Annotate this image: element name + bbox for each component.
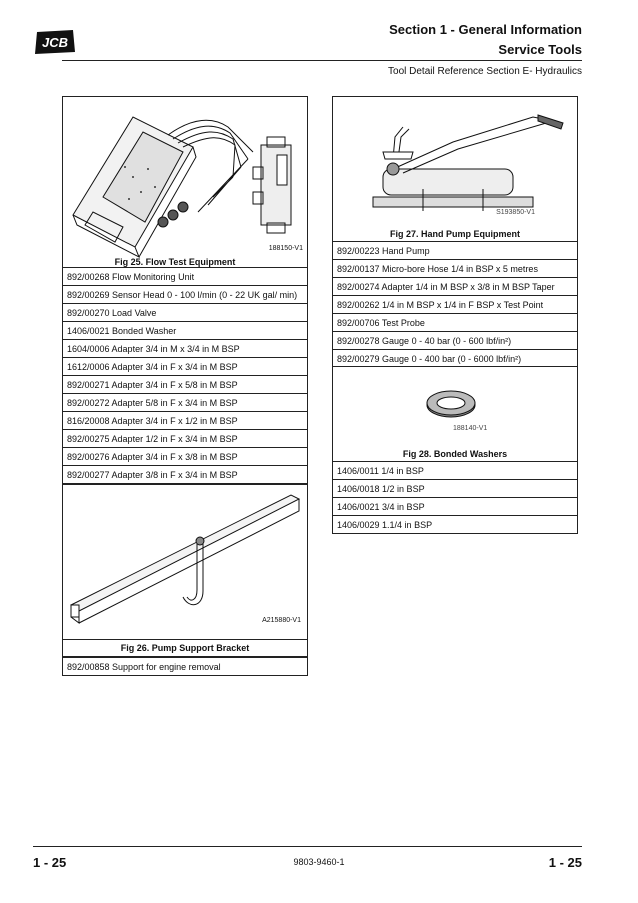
list-item: 1406/0021 Bonded Washer [63, 322, 307, 340]
footer-divider [33, 846, 582, 847]
list-item: 892/00223 Hand Pump [333, 242, 577, 260]
list-item: 1604/0006 Adapter 3/4 in M x 3/4 in M BSP [63, 340, 307, 358]
list-item: 892/00279 Gauge 0 - 400 bar (0 - 6000 lbf/in²) [337, 354, 522, 364]
list-item: 892/00277 Adapter 3/8 in F x 3/4 in M BSP [67, 470, 238, 480]
list-item: 892/00272 Adapter 5/8 in F x 3/4 in M BSP [63, 394, 307, 412]
page-number-left: 1 - 25 [33, 855, 67, 870]
hand-pump-illustration [333, 97, 577, 241]
fig26-box [62, 484, 308, 676]
fig27-figure [333, 97, 577, 242]
logo-text: JCB [41, 35, 69, 50]
list-item: 892/00262 1/4 in M BSP x 1/4 in F BSP x Test Point [333, 296, 577, 314]
header-divider [62, 60, 582, 61]
fig28-figure [333, 367, 577, 462]
list-item: 892/00274 Adapter 1/4 in M BSP x 3/8 in M BSP Taper [333, 278, 577, 296]
list-item: 1612/0006 Adapter 3/4 in F x 3/4 in M BSP [63, 358, 307, 376]
fig26-caption [63, 640, 307, 657]
list-item: 892/00271 Adapter 3/4 in F x 5/8 in M BSP [63, 376, 307, 394]
fig28-list [333, 462, 577, 533]
section-title: Section 1 - General Information [389, 22, 582, 37]
fig25-box [62, 96, 308, 484]
fig26-caption-text: Fig 26. Pump Support Bracket [120, 643, 250, 653]
bonded-washer-illustration [333, 367, 577, 461]
list-item: 1406/0021 3/4 in BSP [333, 498, 577, 516]
flow-test-equipment-illustration [63, 97, 307, 267]
list-item: 892/00276 Adapter 3/4 in F x 3/8 in M BSP [63, 448, 307, 466]
list-item: 892/00706 Test Probe [333, 314, 577, 332]
section-reference: Tool Detail Reference Section E- Hydraulics [388, 66, 582, 77]
fig27-list [333, 242, 577, 367]
fig25-ref: 188150-V1 [268, 245, 303, 252]
fig28-ref: 188140-V1 [453, 425, 488, 432]
fig25-figure [63, 97, 307, 268]
list-item: 892/00269 Sensor Head 0 - 100 l/min (0 - 22 UK gal/ min) [63, 286, 307, 304]
fig28-box [332, 366, 578, 534]
list-item: 892/00268 Flow Monitoring Unit [63, 268, 307, 286]
fig25-list [63, 268, 307, 483]
fig25-caption: Fig 25. Flow Test Equipment [114, 257, 236, 267]
list-item: 892/00275 Adapter 1/2 in F x 3/4 in M BSP [63, 430, 307, 448]
list-item: 892/00278 Gauge 0 - 40 bar (0 - 600 lbf/in²) [333, 332, 577, 350]
document-number: 9803-9460-1 [293, 857, 345, 867]
list-item: 1406/0011 1/4 in BSP [333, 462, 577, 480]
list-item: 892/00270 Load Valve [63, 304, 307, 322]
pump-support-bracket-illustration [63, 485, 307, 639]
page-number-right: 1 - 25 [548, 855, 582, 870]
fig28-caption: Fig 28. Bonded Washers [402, 449, 508, 459]
fig26-ref: A215880-V1 [262, 617, 301, 624]
list-item: 892/00858 Support for engine removal [63, 657, 307, 675]
fig27-ref: S193850-V1 [496, 209, 535, 216]
list-item: 892/00137 Micro-bore Hose 1/4 in BSP x 5 metres [333, 260, 577, 278]
fig27-caption: Fig 27. Hand Pump Equipment [389, 229, 520, 239]
fig27-box [332, 96, 578, 368]
list-item: 1406/0029 1.1/4 in BSP [337, 520, 433, 530]
jcb-logo [33, 28, 77, 56]
list-item: 1406/0018 1/2 in BSP [333, 480, 577, 498]
list-item: 816/20008 Adapter 3/4 in F x 1/2 in M BSP [63, 412, 307, 430]
section-subtitle: Service Tools [498, 42, 582, 57]
fig26-figure [63, 485, 307, 640]
